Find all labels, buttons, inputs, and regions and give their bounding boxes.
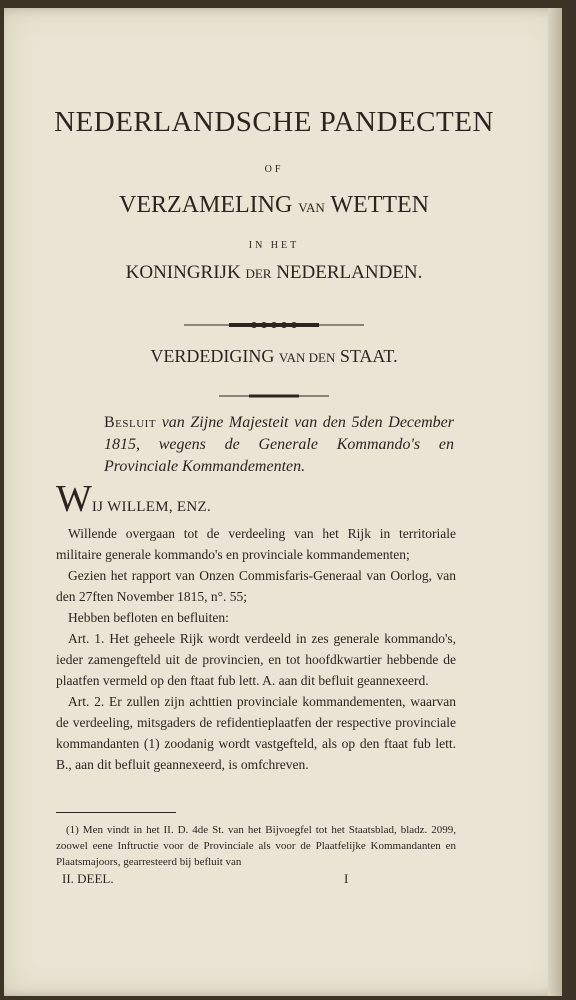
signature-mark: I <box>344 871 349 886</box>
opening-enz: ENZ. <box>176 499 212 515</box>
title-connector-inhet: IN HET <box>248 240 300 251</box>
ornament-rule-icon <box>24 317 524 327</box>
title-connector-of: OF <box>264 164 284 175</box>
book-page <box>4 8 562 996</box>
kingdom-part-a: KONINGRIJK <box>125 262 241 283</box>
kingdom-part-b: NEDERLANDEN. <box>276 262 423 283</box>
section-heading <box>24 346 524 367</box>
subtitle-part-a: VERZAMELING <box>118 192 293 218</box>
section-part-a: VERDEDIGING <box>150 346 275 366</box>
subtitle-part-small: VAN <box>298 200 325 215</box>
kingdom-part-small: DER <box>245 266 272 281</box>
small-rule-icon <box>24 386 524 392</box>
footnote: (1) Men vindt in het II. D. 4de St. van het Bijvoegfel tot het Staatsblad, bladz. 2099, zoowel eene Inftructie voor de Provinciale als voor de Plaatfelijke Kommandanten en Plaatsmajoors, gearresteerd bij befluit van <box>56 824 456 868</box>
body-paragraph: Art. 1. Het geheele Rijk wordt verdeeld in zes generale kommando's, ieder zamengefteld uit de provincien, en tot hoofdkwartier hebbende de plaatfen vermeld op den ftaat fub lett. A. aan dit befluit geannexeerd. <box>56 631 456 688</box>
body-paragraph: Willende overgaan tot de verdeeling van het Rijk in territoriale militaire generale kommando's en provinciale kommandementen; <box>56 526 456 562</box>
drop-initial: W <box>56 478 92 520</box>
volume-label: II. DEEL. <box>62 871 114 886</box>
page-spine-shadow <box>548 8 562 996</box>
section-part-small: VAN DEN <box>278 350 336 365</box>
decree-body <box>56 523 456 775</box>
opening-line <box>56 480 211 518</box>
subtitle-koningrijk <box>24 262 524 284</box>
decree-text: van Zijne Majesteit van den 5den December 1815, wegens de Generale Kommando's en Provinciale Kommandementen. <box>104 414 455 475</box>
decree-lead: Besluit <box>104 414 157 431</box>
subtitle-verzameling <box>24 192 524 219</box>
body-paragraph: Hebben befloten en befluiten: <box>68 610 229 625</box>
decree-heading <box>104 412 454 478</box>
body-paragraph: Gezien het rapport van Onzen Commisfaris-Generaal van Oorlog, van den 27ften November 1815, n°. 55; <box>56 568 456 604</box>
main-title: NEDERLANDSCHE PANDECTEN <box>54 106 494 138</box>
subtitle-part-b: WETTEN <box>330 192 429 218</box>
body-paragraph: Art. 2. Er zullen zijn achttien provinciale kommandementen, waarvan de verdeeling, mitsgaders de refidentieplaatfen der respective provinciale kommandanten (1) zoodanig wordt vastgefteld, als op den ftaat fub lett. B., aan dit befluit geannexeerd, is omfchreven. <box>56 694 456 772</box>
opening-text: IJ WILLEM, <box>91 499 173 515</box>
section-part-b: STAAT. <box>339 346 398 366</box>
footnote-divider <box>56 812 176 813</box>
